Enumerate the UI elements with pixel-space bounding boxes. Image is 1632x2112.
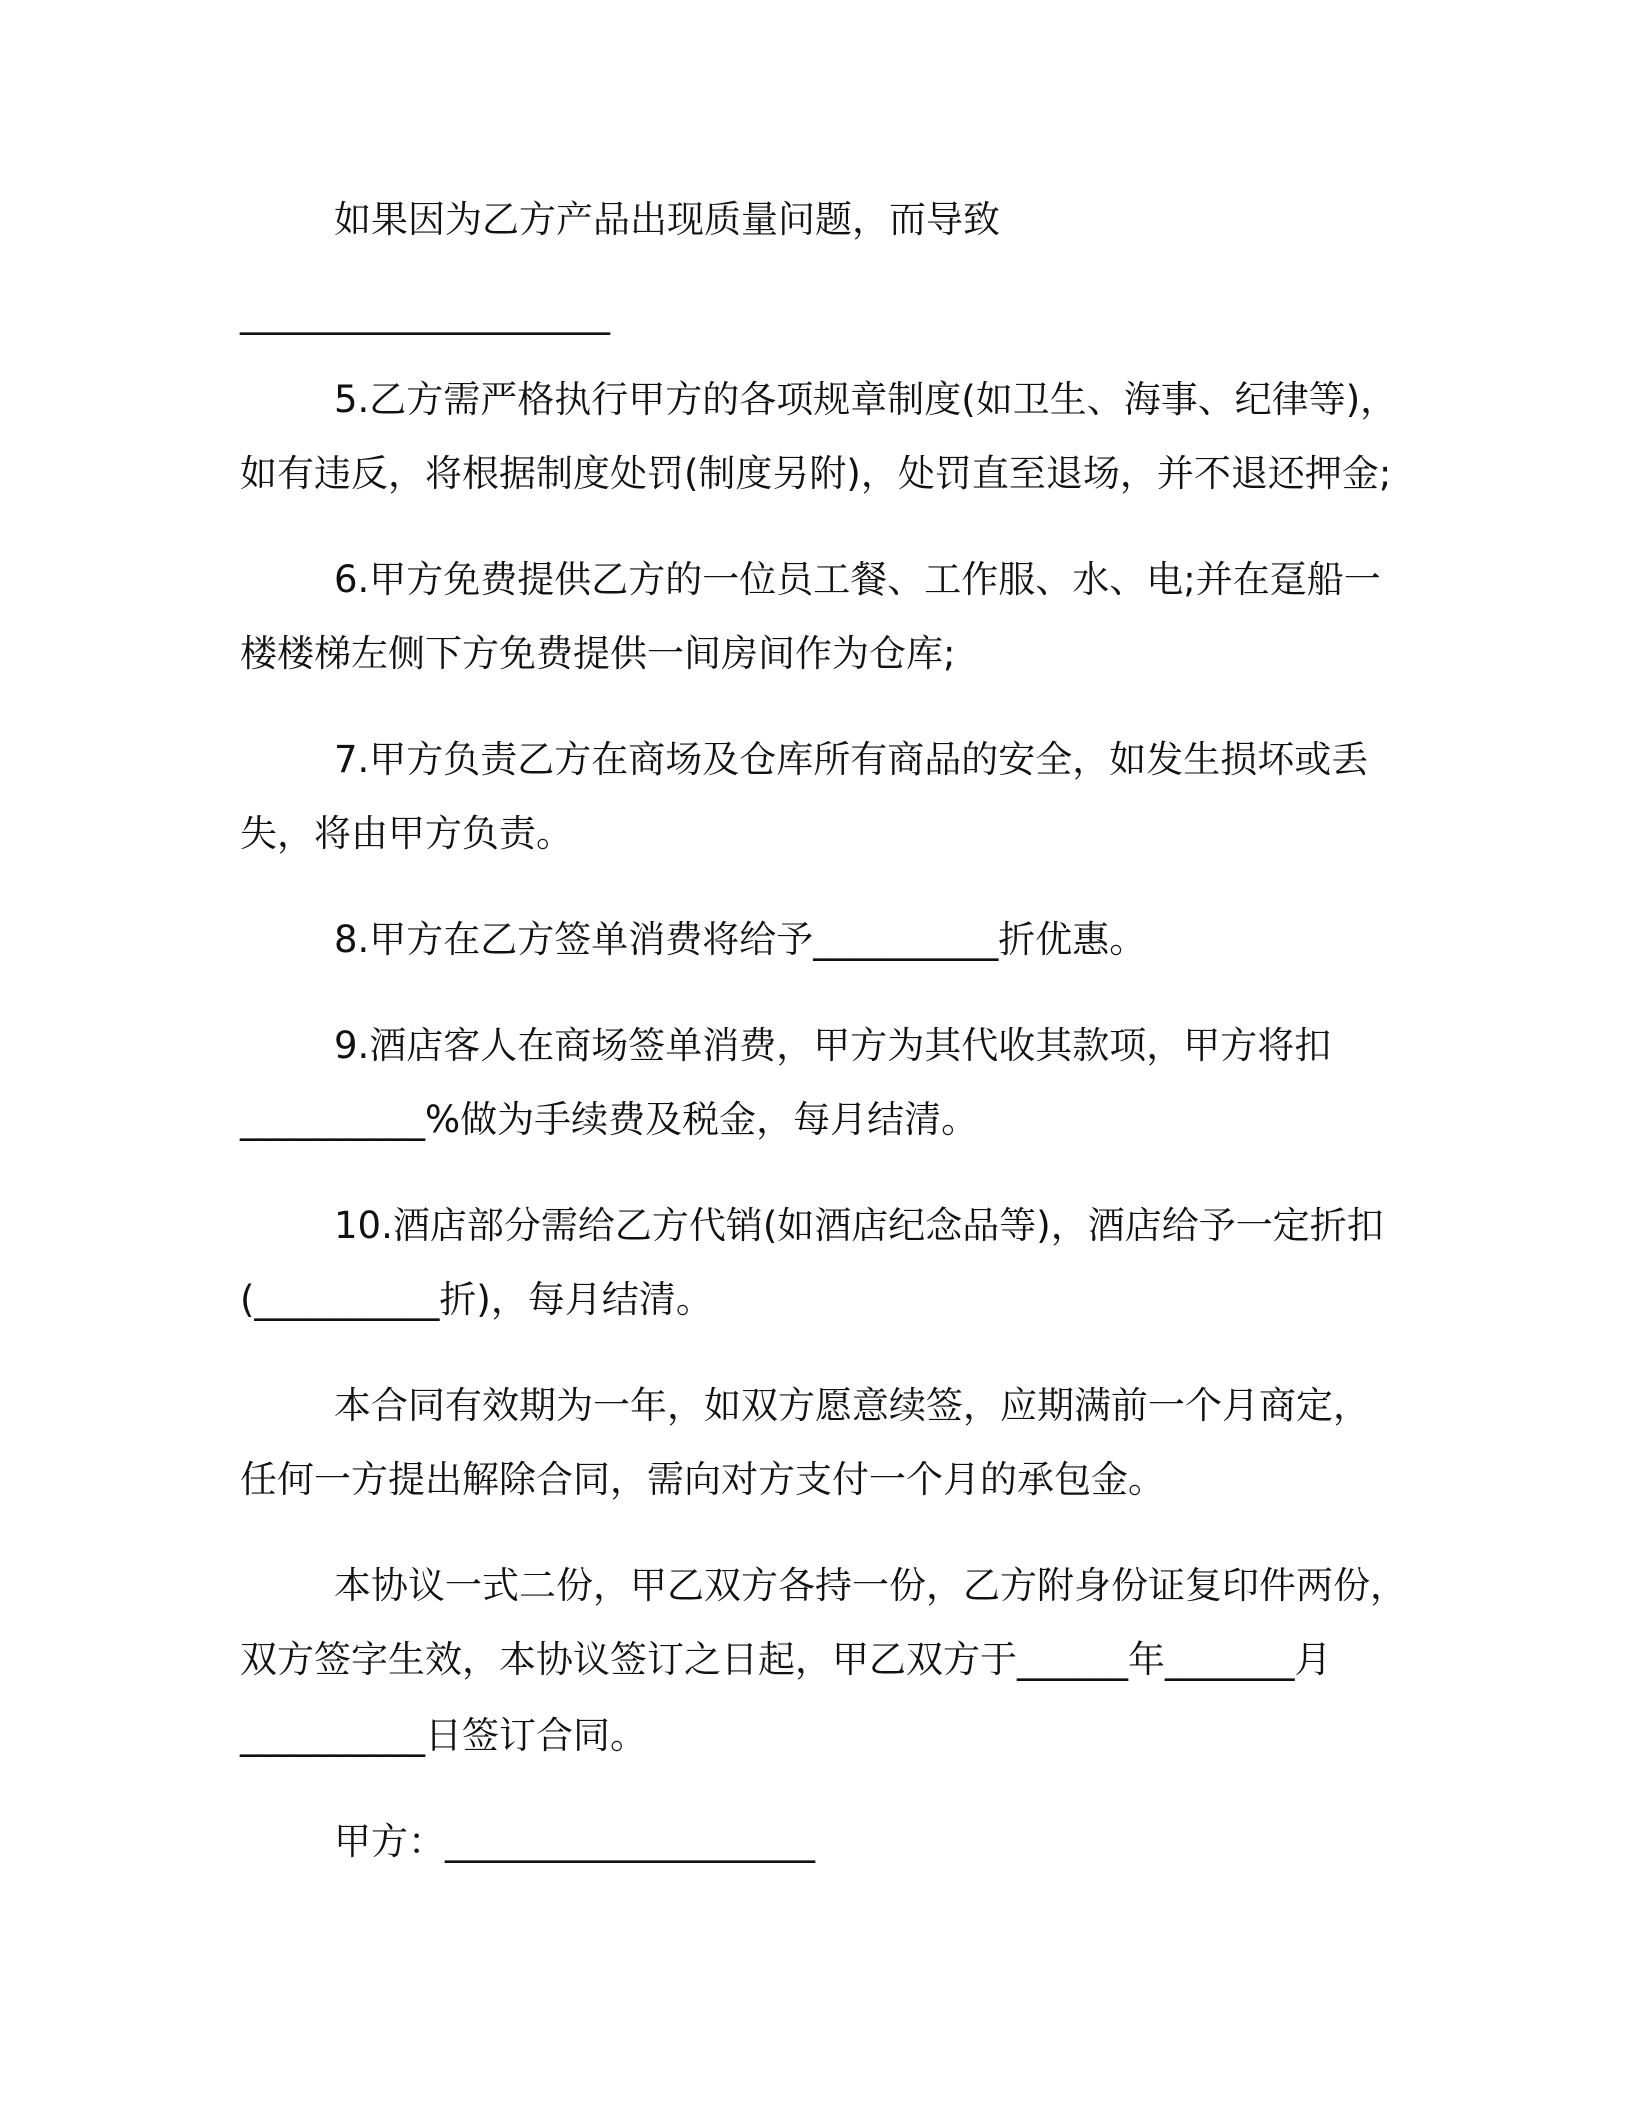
clause-10-line-1: 10.酒店部分需给乙方代销(如酒店纪念品等)，酒店给予一定折扣 — [334, 1204, 1384, 1247]
blank-line: ____________________ — [240, 292, 610, 335]
clause-7-line-2: 失，将由甲方负责。 — [240, 812, 573, 855]
agreement-line-3: __________日签订合同。 — [240, 1714, 647, 1757]
paragraph-quality-issue: 如果因为乙方产品出现质量问题，而导致 — [334, 198, 1000, 241]
clause-6-line-1: 6.甲方免费提供乙方的一位员工餐、工作服、水、电;并在趸船一 — [334, 558, 1381, 601]
validity-line-1: 本合同有效期为一年，如双方愿意续签，应期满前一个月商定， — [334, 1384, 1370, 1427]
clause-9-line-1: 9.酒店客人在商场签单消费，甲方为其代收其款项，甲方将扣 — [334, 1024, 1332, 1067]
clause-6-line-2: 楼楼梯左侧下方免费提供一间房间作为仓库; — [240, 632, 956, 675]
clause-5-line-2: 如有违反，将根据制度处罚(制度另附)，处罚直至退场，并不退还押金; — [240, 452, 1392, 495]
clause-10-line-2: (__________折)，每月结清。 — [240, 1278, 713, 1321]
clause-5-line-1: 5.乙方需严格执行甲方的各项规章制度(如卫生、海事、纪律等)， — [334, 378, 1398, 421]
agreement-line-2: 双方签字生效，本协议签订之日起，甲乙双方于______年_______月 — [240, 1638, 1332, 1681]
clause-9-line-2: __________%做为手续费及税金，每月结清。 — [240, 1098, 979, 1141]
clause-8: 8.甲方在乙方签单消费将给予__________折优惠。 — [334, 918, 1147, 961]
agreement-line-1: 本协议一式二份，甲乙双方各持一份，乙方附身份证复印件两份， — [334, 1564, 1407, 1607]
validity-line-2: 任何一方提出解除合同，需向对方支付一个月的承包金。 — [240, 1458, 1165, 1501]
clause-7-line-1: 7.甲方负责乙方在商场及仓库所有商品的安全，如发生损坏或丢 — [334, 738, 1369, 781]
party-a-signature-line: 甲方：____________________ — [334, 1820, 815, 1863]
